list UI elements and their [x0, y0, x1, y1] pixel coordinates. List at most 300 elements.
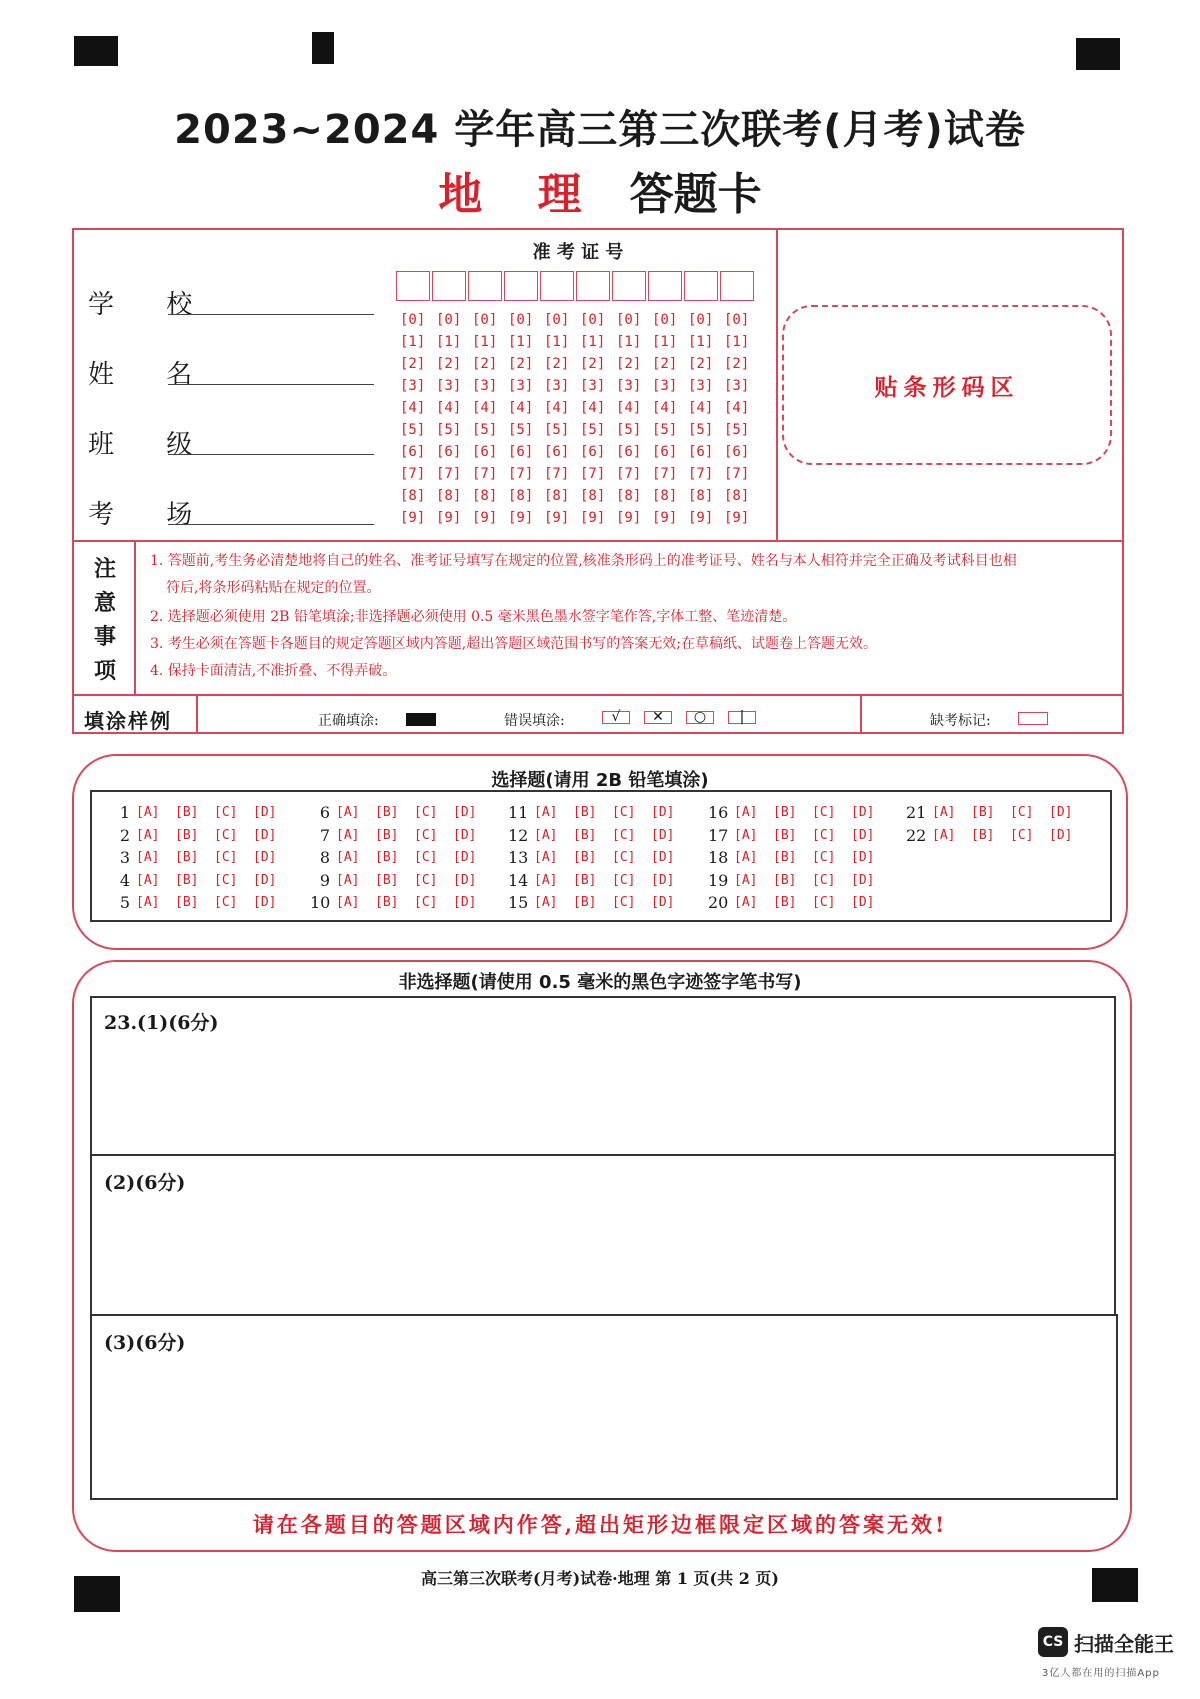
notice-item: 3. 考生必须在答题卡各题目的规定答题区域内答题,超出答题区域范围书写的答案无效;在草稿纸、试题卷上答题无效。 [150, 636, 877, 652]
exam-id-digit-bubble[interactable]: [9] [472, 510, 498, 526]
choice-question-group [708, 802, 890, 915]
exam-id-digit-column [724, 309, 760, 529]
choice-option-bubble[interactable]: [C] [414, 805, 438, 820]
choice-option-bubble[interactable]: [A] [136, 895, 160, 910]
choice-option-bubble[interactable]: [C] [414, 827, 438, 843]
choice-question-row [906, 825, 1088, 848]
registration-mark-top-right [1076, 38, 1120, 70]
choice-option-bubble[interactable]: [B] [375, 805, 399, 820]
notice-title: 注 意 事 项 [93, 556, 116, 684]
answer-box-part-3[interactable] [90, 1314, 1118, 1500]
exam-id-digit-bubble[interactable]: [5] [436, 422, 462, 438]
choice-option-bubble[interactable]: [D] [851, 827, 875, 843]
exam-id-digit-bubble[interactable]: [5] [580, 422, 606, 438]
exam-id-digit-bubble[interactable]: [6] [616, 444, 642, 460]
question-number: 5 [119, 893, 130, 912]
exam-id-digit-bubble[interactable]: [6] [724, 444, 750, 460]
question-number: 4 [119, 870, 130, 890]
choice-option-bubble[interactable]: [B] [175, 895, 199, 910]
question-number: 10 [310, 893, 331, 912]
exam-id-digit-bubble[interactable]: [6] [436, 444, 462, 460]
exam-id-digit-bubble[interactable]: [2] [688, 356, 714, 372]
notice-item: 4. 保持卡面清洁,不准折叠、不得弄破。 [150, 663, 397, 679]
exam-id-digit-bubble[interactable]: [1] [472, 334, 498, 350]
exam-id-digit-bubble[interactable]: [8] [652, 488, 678, 504]
exam-id-digit-bubble[interactable]: [0] [652, 312, 678, 328]
notice-item: 2. 选择题必须使用 2B 铅笔填涂;非选择题必须使用 0.5 毫米黑色墨水签字笔作答,字体工整、笔迹清楚。 [150, 609, 797, 625]
exam-id-digit-bubble[interactable]: [8] [616, 488, 642, 504]
exam-id-digit-bubble[interactable]: [6] [652, 444, 678, 460]
exam-id-digit-bubble[interactable]: [5] [688, 422, 714, 438]
exam-id-digit-bubble[interactable]: [5] [400, 422, 426, 438]
exam-id-digit-bubble[interactable]: [5] [472, 422, 498, 438]
exam-id-box[interactable] [576, 271, 610, 301]
choice-option-bubble[interactable]: [A] [534, 850, 558, 865]
question-number: 3 [119, 848, 130, 867]
exam-id-digit-bubble[interactable]: [5] [616, 422, 642, 438]
exam-id-digit-bubble[interactable]: [3] [472, 378, 498, 394]
choice-option-bubble[interactable]: [D] [651, 895, 675, 910]
wrong-fill-circle: ○ [686, 711, 714, 724]
choice-option-bubble[interactable]: [B] [375, 827, 399, 843]
exam-id-digit-bubble[interactable]: [0] [724, 312, 750, 328]
choice-option-bubble[interactable]: [B] [773, 827, 797, 843]
choice-question-group [508, 802, 690, 915]
notice-item: 1. 答题前,考生务必清楚地将自己的姓名、准考证号填写在规定的位置,核准条形码上的准考证号、姓名与本人相符并完全正确及考试科目也相 [150, 553, 1017, 569]
choice-option-bubble[interactable]: [B] [773, 895, 797, 910]
exam-id-digit-bubble[interactable]: [8] [436, 488, 462, 504]
exam-id-digit-bubble[interactable]: [1] [400, 334, 426, 350]
choice-option-bubble[interactable]: [A] [336, 850, 360, 865]
exam-id-digit-bubble[interactable]: [9] [652, 510, 678, 526]
answer-label-part-3: (3)(6分) [104, 1332, 186, 1354]
absent-mark-box[interactable] [1018, 712, 1048, 725]
exam-id-box[interactable] [540, 271, 574, 301]
choice-option-bubble[interactable]: [B] [573, 850, 597, 865]
exam-id-digit-bubble[interactable]: [9] [436, 510, 462, 526]
notice-item: 符后,将条形码粘贴在规定的位置。 [166, 580, 381, 596]
question-number: 15 [508, 893, 529, 912]
exam-id-digit-column [688, 309, 724, 529]
choice-option-bubble[interactable]: [B] [573, 895, 597, 910]
choice-option-bubble[interactable]: [C] [812, 827, 836, 843]
choice-option-bubble[interactable]: [D] [253, 895, 277, 910]
choice-question-row [310, 802, 492, 825]
field-school-input[interactable] [168, 314, 374, 315]
choice-option-bubble[interactable]: [C] [214, 895, 238, 910]
choice-question-row [310, 847, 492, 870]
card-subtitle [0, 158, 1200, 222]
choice-question-group [110, 802, 292, 915]
choice-question-row [310, 825, 492, 848]
exam-id-digit-bubble[interactable]: [7] [472, 466, 498, 482]
field-class-label: 班 级 [88, 430, 215, 460]
choice-option-bubble[interactable]: [C] [812, 872, 836, 888]
exam-id-digit-bubble[interactable]: [3] [580, 378, 606, 394]
scanner-app-name: 扫描全能王 [1074, 1632, 1174, 1656]
choice-option-bubble[interactable]: [B] [375, 872, 399, 888]
choice-option-bubble[interactable]: [A] [136, 850, 160, 865]
exam-id-digit-bubble[interactable]: [4] [436, 400, 462, 416]
choice-option-bubble[interactable]: [A] [534, 895, 558, 910]
exam-id-label: 准 考 证 号 [532, 242, 624, 263]
field-room-label: 考 场 [88, 500, 215, 530]
exam-id-digit-bubble[interactable]: [7] [400, 466, 426, 482]
choice-option-bubble[interactable]: [D] [253, 827, 277, 843]
choice-question-row [508, 847, 690, 870]
choice-option-bubble[interactable]: [B] [573, 827, 597, 843]
question-number: 18 [708, 848, 729, 867]
question-number: 11 [508, 803, 529, 822]
exam-id-digit-bubble[interactable]: [2] [724, 356, 750, 372]
exam-id-digit-bubble[interactable]: [0] [544, 312, 570, 328]
barcode-area: 贴条形码区 [782, 305, 1112, 465]
exam-id-digit-bubble[interactable]: [8] [472, 488, 498, 504]
exam-id-digit-bubble[interactable]: [0] [616, 312, 642, 328]
exam-id-digit-bubble[interactable]: [3] [436, 378, 462, 394]
exam-id-digit-bubble[interactable]: [0] [400, 312, 426, 328]
choice-option-bubble[interactable]: [C] [414, 872, 438, 888]
question-number: 1 [119, 803, 130, 822]
choice-option-bubble[interactable]: [A] [534, 872, 558, 888]
choice-option-bubble[interactable]: [D] [651, 850, 675, 865]
choice-question-row [508, 892, 690, 915]
exam-id-digit-bubble[interactable]: [7] [436, 466, 462, 482]
answer-box-part-1[interactable] [90, 996, 1116, 1156]
choice-question-row [508, 870, 690, 893]
exam-id-digit-bubble[interactable]: [7] [616, 466, 642, 482]
choice-option-bubble[interactable]: [C] [812, 805, 836, 820]
choice-option-bubble[interactable]: [C] [812, 850, 836, 865]
choice-option-bubble[interactable]: [A] [136, 872, 160, 888]
choice-question-row [708, 892, 890, 915]
choice-option-bubble[interactable]: [A] [734, 895, 758, 910]
choice-option-bubble[interactable]: [D] [253, 805, 277, 820]
question-number: 8 [319, 848, 330, 867]
exam-id-digit-bubble[interactable]: [3] [544, 378, 570, 394]
exam-id-digit-bubble[interactable]: [3] [400, 378, 426, 394]
choice-question-row [310, 892, 492, 915]
choice-option-bubble[interactable]: [A] [336, 805, 360, 820]
exam-id-digit-bubble[interactable]: [2] [544, 356, 570, 372]
correct-fill-label: 正确填涂: [318, 713, 379, 729]
exam-id-digit-bubble[interactable]: [7] [688, 466, 714, 482]
choice-option-bubble[interactable]: [B] [773, 872, 797, 888]
exam-id-digit-bubble[interactable]: [3] [508, 378, 534, 394]
exam-id-digit-bubble[interactable]: [4] [400, 400, 426, 416]
exam-title: 2023~2024 学年高三第三次联考(月考)试卷 [174, 107, 1026, 153]
exam-id-digit-bubble[interactable]: [7] [544, 466, 570, 482]
exam-id-digit-bubble[interactable]: [7] [508, 466, 534, 482]
field-school-label: 学 校 [88, 290, 215, 320]
exam-id-digit-bubble[interactable]: [9] [544, 510, 570, 526]
choice-question-group [310, 802, 492, 915]
exam-id-digit-bubble[interactable]: [4] [652, 400, 678, 416]
exam-id-digit-bubble[interactable]: [0] [472, 312, 498, 328]
exam-id-digit-bubble[interactable]: [8] [544, 488, 570, 504]
exam-id-digit-bubble[interactable]: [3] [616, 378, 642, 394]
exam-id-box[interactable] [720, 271, 754, 301]
choice-option-bubble[interactable]: [D] [453, 805, 477, 820]
exam-id-digit-bubble[interactable]: [3] [724, 378, 750, 394]
exam-id-digit-bubble[interactable]: [4] [580, 400, 606, 416]
field-class-input[interactable] [168, 454, 374, 455]
choice-option-bubble[interactable]: [D] [453, 895, 477, 910]
choice-option-bubble[interactable]: [B] [773, 850, 797, 865]
exam-id-digit-bubble[interactable]: [5] [544, 422, 570, 438]
exam-id-digit-bubble[interactable]: [4] [688, 400, 714, 416]
exam-id-digit-bubble[interactable]: [9] [508, 510, 534, 526]
choice-option-bubble[interactable]: [D] [453, 850, 477, 865]
wrong-fill-line: | [728, 711, 756, 724]
choice-option-bubble[interactable]: [C] [414, 850, 438, 865]
choice-question-row [110, 870, 292, 893]
choice-option-bubble[interactable]: [D] [453, 872, 477, 888]
exam-id-digit-bubble[interactable]: [2] [580, 356, 606, 372]
choice-question-row [508, 825, 690, 848]
choice-option-bubble[interactable]: [A] [734, 872, 758, 888]
exam-id-digit-bubble[interactable]: [1] [436, 334, 462, 350]
choice-question-row [110, 802, 292, 825]
choice-question-group [906, 802, 1088, 847]
exam-id-digit-bubble[interactable]: [4] [724, 400, 750, 416]
exam-id-box[interactable] [504, 271, 538, 301]
choice-question-row [508, 802, 690, 825]
exam-id-digit-bubble[interactable]: [7] [652, 466, 678, 482]
choice-option-bubble[interactable]: [B] [773, 805, 797, 820]
choice-question-row [708, 847, 890, 870]
exam-id-digit-column [472, 309, 508, 529]
exam-id-digit-bubble[interactable]: [1] [580, 334, 606, 350]
exam-id-digit-column [508, 309, 544, 529]
exam-id-digit-bubble[interactable]: [9] [616, 510, 642, 526]
exam-id-digit-bubble[interactable]: [4] [508, 400, 534, 416]
wrong-fill-check: √ [602, 711, 630, 724]
exam-id-digit-bubble[interactable]: [3] [688, 378, 714, 394]
choice-option-bubble[interactable]: [C] [612, 850, 636, 865]
question-number: 6 [319, 803, 330, 822]
exam-id-box[interactable] [684, 271, 718, 301]
correct-fill-example [406, 713, 436, 726]
exam-id-digit-bubble[interactable]: [0] [688, 312, 714, 328]
choice-option-bubble[interactable]: [B] [175, 850, 199, 865]
choice-option-bubble[interactable]: [B] [573, 805, 597, 820]
choice-option-bubble[interactable]: [B] [375, 850, 399, 865]
scanner-logo: CS [1038, 1627, 1068, 1657]
choice-option-bubble[interactable]: [C] [214, 827, 238, 843]
choice-question-row [110, 825, 292, 848]
exam-id-digit-bubble[interactable]: [9] [724, 510, 750, 526]
question-number: 12 [508, 825, 529, 845]
choice-question-row [708, 825, 890, 848]
choice-option-bubble[interactable]: [C] [214, 805, 238, 820]
choice-option-bubble[interactable]: [D] [851, 872, 875, 888]
exam-id-digit-bubble[interactable]: [1] [544, 334, 570, 350]
registration-mark-top-mid [312, 32, 334, 64]
choice-option-bubble[interactable]: [D] [851, 895, 875, 910]
exam-id-digit-bubble[interactable]: [0] [580, 312, 606, 328]
choice-option-bubble[interactable]: [A] [534, 805, 558, 820]
exam-id-digit-column [580, 309, 616, 529]
choice-option-bubble[interactable]: [B] [175, 805, 199, 820]
exam-id-digit-bubble[interactable]: [8] [724, 488, 750, 504]
exam-id-digit-column [544, 309, 580, 529]
exam-id-digit-bubble[interactable]: [9] [400, 510, 426, 526]
answer-box-part-2[interactable] [90, 1154, 1116, 1316]
choice-option-bubble[interactable]: [C] [612, 805, 636, 820]
question-number: 13 [508, 848, 529, 867]
exam-id-box[interactable] [468, 271, 502, 301]
question-number: 20 [708, 893, 729, 912]
choice-option-bubble[interactable]: [C] [214, 850, 238, 865]
question-number: 19 [708, 870, 729, 890]
answer-label-part-1: 23.(1)(6分) [104, 1012, 219, 1034]
choice-option-bubble[interactable]: [A] [336, 827, 360, 843]
choice-option-bubble[interactable]: [D] [851, 805, 875, 820]
card-name: 答题卡 [629, 169, 762, 220]
exam-id-digit-bubble[interactable]: [0] [508, 312, 534, 328]
exam-id-box[interactable] [648, 271, 682, 301]
exam-id-digit-bubble[interactable]: [8] [580, 488, 606, 504]
choice-option-bubble[interactable]: [A] [734, 805, 758, 820]
choice-option-bubble[interactable]: [D] [651, 805, 675, 820]
exam-id-digit-bubble[interactable]: [8] [400, 488, 426, 504]
choice-option-bubble[interactable]: [A] [136, 805, 160, 820]
exam-id-digit-bubble[interactable]: [1] [616, 334, 642, 350]
page-footer: 高三第三次联考(月考)试卷·地理 第 1 页(共 2 页) [421, 1569, 779, 1588]
exam-id-digit-bubble[interactable]: [6] [508, 444, 534, 460]
answer-area-warning: 请在各题目的答题区域内作答,超出矩形边框限定区域的答案无效! [252, 1512, 948, 1537]
choice-option-bubble[interactable]: [B] [375, 895, 399, 910]
question-number: 9 [319, 870, 330, 890]
choice-option-bubble[interactable]: [C] [612, 872, 636, 888]
exam-id-digit-bubble[interactable]: [2] [436, 356, 462, 372]
exam-id-digit-bubble[interactable]: [2] [508, 356, 534, 372]
free-response-section-title: 非选择题(请使用 0.5 毫米的黑色字迹签字笔书写) [398, 972, 802, 993]
choice-option-bubble[interactable]: [D] [851, 850, 875, 865]
question-number: 22 [906, 825, 927, 845]
exam-id-digit-bubble[interactable]: [8] [508, 488, 534, 504]
choice-option-bubble[interactable]: [C] [812, 895, 836, 910]
exam-id-digit-bubble[interactable]: [9] [580, 510, 606, 526]
choice-option-bubble[interactable]: [B] [573, 872, 597, 888]
choice-option-bubble[interactable]: [B] [175, 827, 199, 843]
choice-option-bubble[interactable]: [D] [453, 827, 477, 843]
exam-id-digit-bubble[interactable]: [4] [472, 400, 498, 416]
question-number: 21 [906, 803, 927, 822]
answer-label-part-2: (2)(6分) [104, 1172, 186, 1194]
sample-title: 填涂样例 [84, 709, 172, 733]
choice-option-bubble[interactable]: [A] [932, 827, 956, 843]
choice-question-row [708, 802, 890, 825]
exam-id-digit-bubble[interactable]: [8] [688, 488, 714, 504]
exam-id-box[interactable] [396, 271, 430, 301]
exam-id-digit-bubble[interactable]: [6] [544, 444, 570, 460]
exam-id-box[interactable] [612, 271, 646, 301]
exam-id-digit-bubble[interactable]: [1] [688, 334, 714, 350]
question-number: 14 [508, 870, 529, 890]
sample-divider-left [196, 694, 198, 734]
scanner-tagline: 3亿人都在用的扫描App [1042, 1668, 1160, 1679]
choice-option-bubble[interactable]: [D] [253, 850, 277, 865]
exam-id-digit-bubble[interactable]: [1] [508, 334, 534, 350]
exam-id-digit-bubble[interactable]: [7] [724, 466, 750, 482]
exam-id-digit-bubble[interactable]: [5] [724, 422, 750, 438]
choice-option-bubble[interactable]: [C] [1010, 805, 1034, 820]
choice-question-row [110, 847, 292, 870]
choice-option-bubble[interactable]: [D] [651, 872, 675, 888]
exam-id-digit-bubble[interactable]: [4] [616, 400, 642, 416]
choice-question-row [310, 870, 492, 893]
choice-option-bubble[interactable]: [D] [1049, 827, 1073, 843]
choice-option-bubble[interactable]: [C] [1010, 827, 1034, 843]
choice-question-row [906, 802, 1088, 825]
exam-id-digit-bubble[interactable]: [2] [652, 356, 678, 372]
exam-id-digit-bubble[interactable]: [5] [652, 422, 678, 438]
field-room-input[interactable] [168, 524, 374, 525]
notice-list [150, 548, 1116, 685]
field-name-label: 姓 名 [88, 360, 215, 390]
choice-option-bubble[interactable]: [A] [932, 805, 956, 820]
exam-id-digit-bubble[interactable]: [6] [580, 444, 606, 460]
registration-mark-top-left [74, 36, 118, 66]
question-number: 17 [708, 825, 729, 845]
exam-id-digit-bubble[interactable]: [0] [436, 312, 462, 328]
choice-option-bubble[interactable]: [D] [651, 827, 675, 843]
exam-id-digit-bubble[interactable]: [2] [616, 356, 642, 372]
choice-option-bubble[interactable]: [A] [734, 850, 758, 865]
exam-id-boxes [396, 271, 756, 301]
choice-option-bubble[interactable]: [C] [414, 895, 438, 910]
field-name-input[interactable] [168, 384, 374, 385]
id-barcode-divider [776, 228, 778, 542]
exam-id-digit-bubble[interactable]: [7] [580, 466, 606, 482]
exam-id-digit-column [652, 309, 688, 529]
exam-id-box[interactable] [432, 271, 466, 301]
choice-option-bubble[interactable]: [A] [734, 827, 758, 843]
choice-option-bubble[interactable]: [B] [971, 805, 995, 820]
exam-id-digit-bubble[interactable]: [6] [400, 444, 426, 460]
question-number: 7 [319, 825, 330, 845]
choice-option-bubble[interactable]: [C] [214, 872, 238, 888]
exam-id-digit-column [400, 309, 436, 529]
choice-option-bubble[interactable]: [B] [175, 872, 199, 888]
exam-id-digit-bubble[interactable]: [1] [652, 334, 678, 350]
exam-id-digit-bubble[interactable]: [5] [508, 422, 534, 438]
choice-option-bubble[interactable]: [C] [612, 827, 636, 843]
choice-option-bubble[interactable]: [C] [612, 895, 636, 910]
question-number: 16 [708, 803, 729, 822]
choice-option-bubble[interactable]: [A] [336, 872, 360, 888]
question-number: 2 [119, 825, 130, 845]
exam-id-digit-bubble[interactable]: [6] [688, 444, 714, 460]
exam-id-digit-bubble[interactable]: [3] [652, 378, 678, 394]
choice-option-bubble[interactable]: [A] [136, 827, 160, 843]
exam-id-digit-bubble[interactable]: [9] [688, 510, 714, 526]
exam-id-digit-bubble[interactable]: [2] [472, 356, 498, 372]
choice-option-bubble[interactable]: [A] [336, 895, 360, 910]
exam-id-digit-bubble[interactable]: [4] [544, 400, 570, 416]
choice-option-bubble[interactable]: [D] [1049, 805, 1073, 820]
absent-mark-label: 缺考标记: [930, 713, 991, 729]
exam-id-digit-column [436, 309, 472, 529]
choice-option-bubble[interactable]: [B] [971, 827, 995, 843]
choice-option-bubble[interactable]: [D] [253, 872, 277, 888]
choice-option-bubble[interactable]: [A] [534, 827, 558, 843]
exam-id-digit-bubble[interactable]: [2] [400, 356, 426, 372]
exam-id-digit-bubble[interactable]: [1] [724, 334, 750, 350]
exam-id-digit-bubble[interactable]: [6] [472, 444, 498, 460]
